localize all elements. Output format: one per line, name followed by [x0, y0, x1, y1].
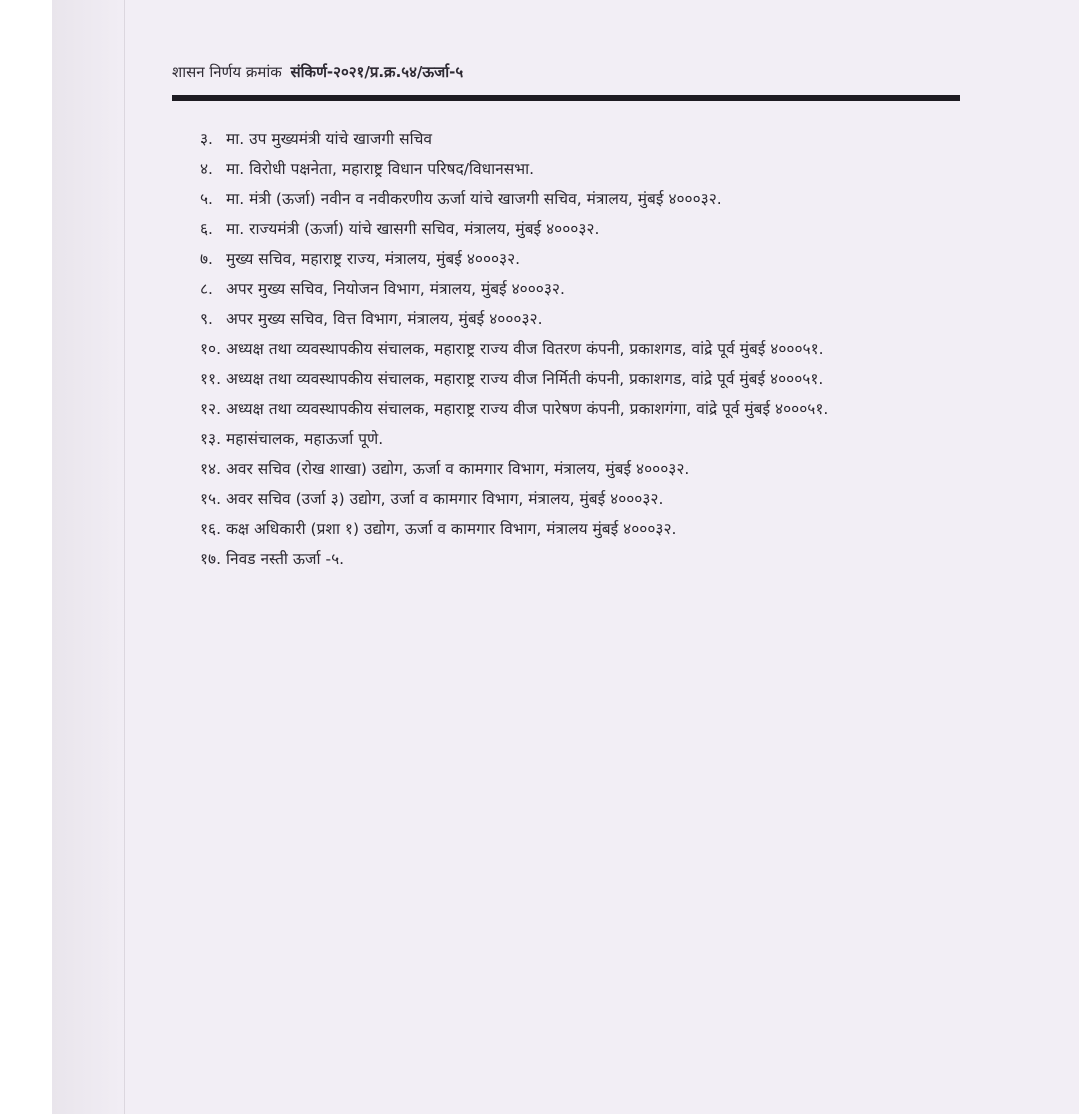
item-number: १३.: [200, 430, 222, 448]
item-number: ११.: [200, 370, 222, 388]
item-number: ४.: [200, 160, 213, 178]
item-text: अपर मुख्य सचिव, नियोजन विभाग, मंत्रालय, मुंबई ४०००३२.: [226, 280, 565, 298]
item-text: मा. विरोधी पक्षनेता, महाराष्ट्र विधान परिषद/विधानसभा.: [226, 160, 535, 178]
list-item: [200, 127, 965, 152]
list-item: [200, 367, 965, 392]
list-item: [200, 337, 965, 362]
list-item: [200, 457, 965, 482]
item-number: १६.: [200, 520, 222, 538]
item-text: कक्ष अधिकारी (प्रशा १) उद्योग, ऊर्जा व कामगार विभाग, मंत्रालय मुंबई ४०००३२.: [226, 520, 677, 538]
left-margin-strip: [0, 0, 52, 1114]
document-page: [172, 0, 972, 1114]
list-item: [200, 187, 965, 212]
item-text: मुख्य सचिव, महाराष्ट्र राज्य, मंत्रालय, मुंबई ४०००३२.: [226, 250, 521, 268]
item-number: ८.: [200, 280, 213, 298]
item-text: मा. राज्यमंत्री (ऊर्जा) यांचे खासगी सचिव, मंत्रालय, मुंबई ४०००३२.: [226, 220, 600, 238]
item-text: अपर मुख्य सचिव, वित्त विभाग, मंत्रालय, मुंबई ४०००३२.: [226, 310, 543, 328]
list-item: [200, 277, 965, 302]
list-item: [200, 547, 965, 572]
item-number: ६.: [200, 220, 213, 238]
list-item: [200, 247, 965, 272]
document-header: [172, 59, 463, 85]
item-number: १५.: [200, 490, 222, 508]
item-number: १०.: [200, 340, 222, 358]
item-number: ७.: [200, 250, 213, 268]
item-number: १२.: [200, 400, 222, 418]
item-number: १७.: [200, 550, 222, 568]
item-text: मा. मंत्री (ऊर्जा) नवीन व नवीकरणीय ऊर्जा यांचे खाजगी सचिव, मंत्रालय, मुंबई ४०००३२.: [226, 190, 722, 208]
list-item: [200, 487, 965, 512]
item-number: ५.: [200, 190, 213, 208]
item-text: महासंचालक, महाऊर्जा पूणे.: [226, 430, 384, 448]
gr-number-label: शासन निर्णय क्रमांक: [172, 63, 282, 81]
paper-left-edge: [52, 0, 128, 1114]
list-item: [200, 427, 965, 452]
item-text: अध्यक्ष तथा व्यवस्थापकीय संचालक, महाराष्ट्र राज्य वीज वितरण कंपनी, प्रकाशगड, वांद्रे पूर्व मुंबई ४०००५१.: [226, 340, 824, 358]
item-text: अवर सचिव (रोख शाखा) उद्योग, ऊर्जा व कामगार विभाग, मंत्रालय, मुंबई ४०००३२.: [226, 460, 690, 478]
list-item: [200, 397, 965, 422]
list-item: [200, 217, 965, 242]
item-number: ३.: [200, 130, 213, 148]
item-number: ९.: [200, 310, 213, 328]
paper-edge-line: [124, 0, 125, 1114]
header-rule: [172, 95, 960, 101]
item-text: अवर सचिव (उर्जा ३) उद्योग, उर्जा व कामगार विभाग, मंत्रालय, मुंबई ४०००३२.: [226, 490, 664, 508]
item-text: अध्यक्ष तथा व्यवस्थापकीय संचालक, महाराष्ट्र राज्य वीज पारेषण कंपनी, प्रकाशगंगा, वांद्रे पूर्व मुंबई ४०००५१.: [226, 400, 829, 418]
item-text: अध्यक्ष तथा व्यवस्थापकीय संचालक, महाराष्ट्र राज्य वीज निर्मिती कंपनी, प्रकाशगड, वांद्रे पूर्व मुंबई ४०००५१.: [226, 370, 824, 388]
recipient-list: [200, 127, 965, 577]
item-number: १४.: [200, 460, 222, 478]
list-item: [200, 157, 965, 182]
item-text: निवड नस्ती ऊर्जा -५.: [226, 550, 345, 568]
item-text: मा. उप मुख्यमंत्री यांचे खाजगी सचिव: [226, 130, 433, 148]
list-item: [200, 517, 965, 542]
list-item: [200, 307, 965, 332]
gr-number: संकिर्ण-२०२१/प्र.क्र.५४/ऊर्जा-५: [290, 63, 464, 81]
